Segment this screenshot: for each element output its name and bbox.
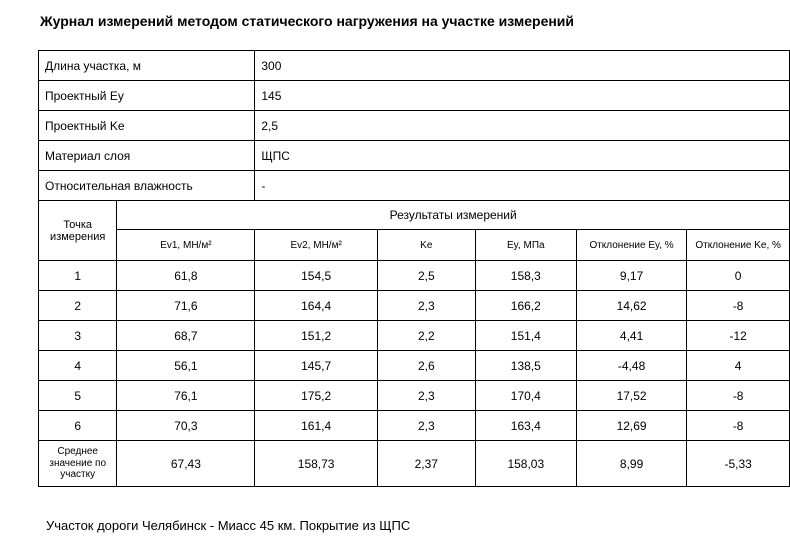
cell: -8 bbox=[687, 381, 790, 411]
cell: 17,52 bbox=[576, 381, 686, 411]
cell: 3 bbox=[39, 321, 117, 351]
info-row bbox=[39, 171, 790, 201]
column-header: Отклонение Ey, % bbox=[576, 230, 686, 261]
table-row bbox=[39, 321, 790, 351]
info-value: 300 bbox=[255, 51, 790, 81]
cell: 0 bbox=[687, 261, 790, 291]
info-label: Относительная влажность bbox=[39, 171, 255, 201]
table-row bbox=[39, 351, 790, 381]
point-header: Точка измерения bbox=[39, 201, 117, 261]
header-row bbox=[39, 201, 790, 230]
cell: 175,2 bbox=[255, 381, 378, 411]
average-row bbox=[39, 441, 790, 487]
average-cell: 8,99 bbox=[576, 441, 686, 487]
column-header: Отклонение Ke, % bbox=[687, 230, 790, 261]
cell: -12 bbox=[687, 321, 790, 351]
info-row bbox=[39, 81, 790, 111]
cell: 76,1 bbox=[117, 381, 255, 411]
average-cell: 158,73 bbox=[255, 441, 378, 487]
info-value: 145 bbox=[255, 81, 790, 111]
cell: 4 bbox=[39, 351, 117, 381]
cell: 154,5 bbox=[255, 261, 378, 291]
cell: 61,8 bbox=[117, 261, 255, 291]
cell: -8 bbox=[687, 291, 790, 321]
average-cell: -5,33 bbox=[687, 441, 790, 487]
cell: 9,17 bbox=[576, 261, 686, 291]
cell: 6 bbox=[39, 411, 117, 441]
average-cell: 2,37 bbox=[377, 441, 475, 487]
average-label: Среднее значение по участку bbox=[39, 441, 117, 487]
cell: 170,4 bbox=[475, 381, 576, 411]
table-row bbox=[39, 381, 790, 411]
cell: -4,48 bbox=[576, 351, 686, 381]
cell: 164,4 bbox=[255, 291, 378, 321]
info-value: - bbox=[255, 171, 790, 201]
cell: 2,3 bbox=[377, 291, 475, 321]
cell: 4 bbox=[687, 351, 790, 381]
results-header: Результаты измерений bbox=[117, 201, 790, 230]
cell: 2,5 bbox=[377, 261, 475, 291]
cell: 145,7 bbox=[255, 351, 378, 381]
cell: 158,3 bbox=[475, 261, 576, 291]
cell: 138,5 bbox=[475, 351, 576, 381]
cell: 71,6 bbox=[117, 291, 255, 321]
cell: 163,4 bbox=[475, 411, 576, 441]
info-value: ЩПС bbox=[255, 141, 790, 171]
footer-caption: Участок дороги Челябинск - Миасс 45 км. Покрытие из ЩПС bbox=[46, 518, 411, 533]
info-label: Длина участка, м bbox=[39, 51, 255, 81]
table-row bbox=[39, 291, 790, 321]
table-row bbox=[39, 411, 790, 441]
cell: 2,3 bbox=[377, 381, 475, 411]
average-cell: 158,03 bbox=[475, 441, 576, 487]
cell: 5 bbox=[39, 381, 117, 411]
column-header-row bbox=[39, 230, 790, 261]
cell: 68,7 bbox=[117, 321, 255, 351]
average-cell: 67,43 bbox=[117, 441, 255, 487]
table-row bbox=[39, 261, 790, 291]
cell: 4,41 bbox=[576, 321, 686, 351]
cell: -8 bbox=[687, 411, 790, 441]
column-header: Ke bbox=[377, 230, 475, 261]
column-header: Ey, МПа bbox=[475, 230, 576, 261]
info-row bbox=[39, 51, 790, 81]
cell: 161,4 bbox=[255, 411, 378, 441]
cell: 2,3 bbox=[377, 411, 475, 441]
info-label: Материал слоя bbox=[39, 141, 255, 171]
cell: 70,3 bbox=[117, 411, 255, 441]
cell: 166,2 bbox=[475, 291, 576, 321]
cell: 2 bbox=[39, 291, 117, 321]
column-header: Ev2, МН/м² bbox=[255, 230, 378, 261]
info-label: Проектный Ey bbox=[39, 81, 255, 111]
measurement-table bbox=[38, 50, 790, 487]
page-title: Журнал измерений методом статического нагружения на участке измерений bbox=[40, 13, 575, 29]
info-row bbox=[39, 141, 790, 171]
info-value: 2,5 bbox=[255, 111, 790, 141]
cell: 12,69 bbox=[576, 411, 686, 441]
info-label: Проектный Ke bbox=[39, 111, 255, 141]
cell: 2,2 bbox=[377, 321, 475, 351]
column-header: Ev1, МН/м² bbox=[117, 230, 255, 261]
cell: 2,6 bbox=[377, 351, 475, 381]
cell: 56,1 bbox=[117, 351, 255, 381]
cell: 151,4 bbox=[475, 321, 576, 351]
info-row bbox=[39, 111, 790, 141]
cell: 1 bbox=[39, 261, 117, 291]
cell: 151,2 bbox=[255, 321, 378, 351]
cell: 14,62 bbox=[576, 291, 686, 321]
